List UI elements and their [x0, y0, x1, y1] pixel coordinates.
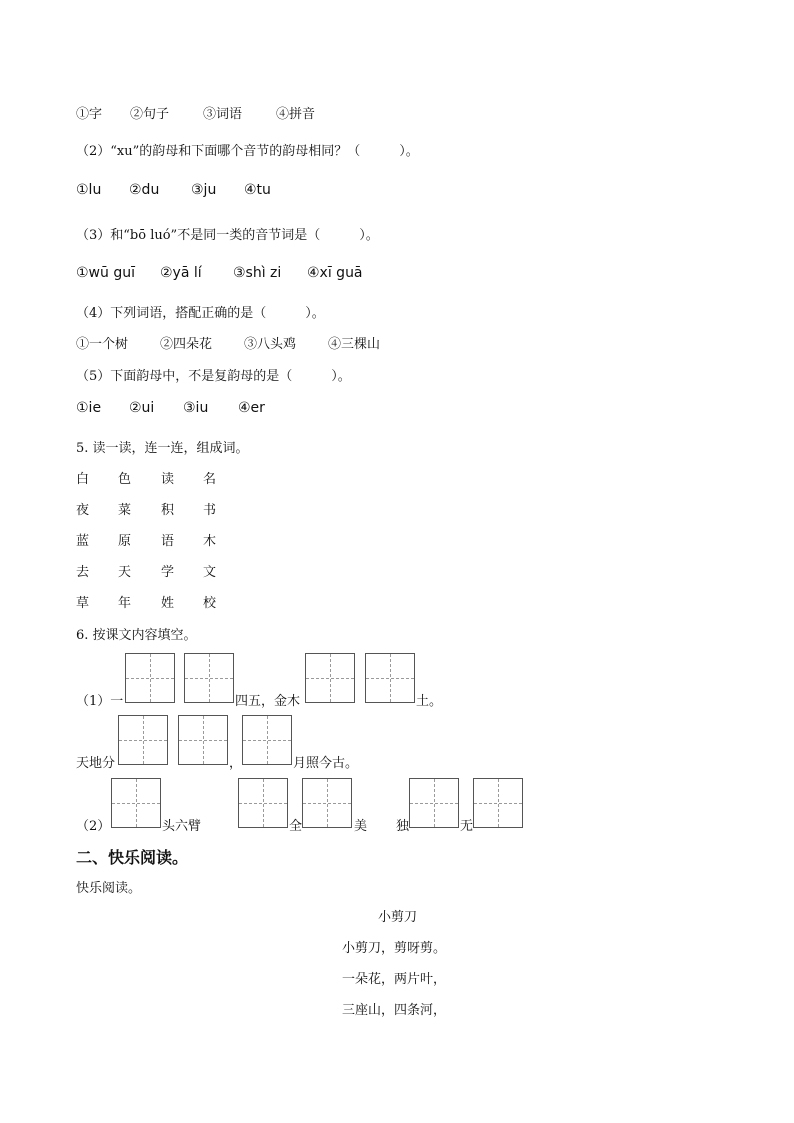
q2-option-1: ①lu	[76, 182, 102, 198]
grid-char: 书	[203, 503, 217, 518]
q5-question: （5）下面韵母中，不是复韵母的是（ ）。	[76, 369, 351, 384]
section6-title: 6. 按课文内容填空。	[76, 628, 197, 643]
q5-option-1: ①ie	[76, 400, 102, 416]
grid-char: 学	[161, 565, 175, 580]
fill-line-2-end: 月照今古。	[293, 756, 359, 771]
q5-option-3: ③iu	[183, 400, 209, 416]
grid-char: 草	[76, 596, 90, 611]
grid-char: 年	[118, 596, 132, 611]
grid-char: 白	[76, 472, 90, 487]
poem-line-1: 小剪刀，剪呀剪。	[342, 941, 447, 956]
writing-box[interactable]	[473, 778, 523, 828]
grid-char: 天	[118, 565, 132, 580]
grid-char: 读	[161, 472, 175, 487]
q1-option-1: ①字	[76, 107, 103, 122]
writing-box[interactable]	[125, 653, 175, 703]
grid-char: 名	[203, 472, 217, 487]
q4-option-1: ①一个树	[76, 337, 129, 352]
q5-option-4: ④er	[238, 400, 265, 416]
writing-box[interactable]	[242, 715, 292, 765]
grid-char: 原	[118, 534, 132, 549]
fill-line-2-comma: ，	[229, 756, 243, 771]
part2-subheading: 快乐阅读。	[76, 881, 142, 896]
poem-line-2: 一朵花，两片叶，	[342, 972, 447, 987]
writing-box[interactable]	[365, 653, 415, 703]
q2-option-4: ④tu	[244, 182, 271, 198]
fill-line-3-e: 无	[460, 819, 474, 834]
grid-char: 去	[76, 565, 90, 580]
grid-char: 蓝	[76, 534, 90, 549]
fill-line-1-prefix: （1）一	[76, 694, 124, 709]
grid-char: 语	[161, 534, 175, 549]
q5-option-2: ②ui	[129, 400, 155, 416]
part2-heading: 二、快乐阅读。	[76, 848, 189, 867]
grid-char: 木	[203, 534, 217, 549]
fill-line-3-c: 美	[354, 819, 368, 834]
q3-option-1: ①wū guī	[76, 265, 135, 281]
grid-char: 色	[118, 472, 132, 487]
fill-line-3-d: 独	[396, 819, 410, 834]
grid-char: 文	[203, 565, 217, 580]
fill-line-3-a: 头六臂	[162, 819, 202, 834]
q1-option-2: ②句子	[130, 107, 170, 122]
section5-title: 5. 读一读，连一连，组成词。	[76, 441, 249, 456]
q3-option-2: ②yā lí	[160, 265, 202, 281]
q4-question: （4）下列词语，搭配正确的是（ ）。	[76, 306, 325, 321]
q2-option-3: ③ju	[191, 182, 217, 198]
writing-box[interactable]	[409, 778, 459, 828]
q4-option-4: ④三棵山	[328, 337, 381, 352]
grid-char: 菜	[118, 503, 132, 518]
q3-question: （3）和“bō luó”不是同一类的音节词是（ ）。	[76, 228, 379, 243]
poem-line-3: 三座山，四条河，	[342, 1003, 447, 1018]
grid-char: 姓	[161, 596, 175, 611]
grid-char: 夜	[76, 503, 90, 518]
char-grid	[76, 468, 246, 618]
fill-line-1-end: 土。	[416, 694, 443, 709]
writing-box[interactable]	[178, 715, 228, 765]
writing-box[interactable]	[238, 778, 288, 828]
writing-box[interactable]	[302, 778, 352, 828]
q2-option-2: ②du	[129, 182, 160, 198]
fill-line-3-b: 全	[289, 819, 303, 834]
q3-option-4: ④xī guā	[307, 265, 363, 281]
q3-option-3: ③shì zi	[233, 265, 282, 281]
fill-line-1-mid: 四五，金木	[235, 694, 301, 709]
grid-char: 校	[203, 596, 217, 611]
q4-option-3: ③八头鸡	[244, 337, 297, 352]
poem-title: 小剪刀	[378, 910, 418, 925]
fill-line-2-prefix: 天地分	[76, 756, 116, 771]
fill-line-3-prefix: （2）	[76, 819, 111, 834]
q1-option-4: ④拼音	[276, 107, 316, 122]
q4-option-2: ②四朵花	[160, 337, 213, 352]
q1-option-3: ③词语	[203, 107, 243, 122]
writing-box[interactable]	[184, 653, 234, 703]
writing-box[interactable]	[111, 778, 161, 828]
writing-box[interactable]	[305, 653, 355, 703]
q2-question: （2）“xu”的韵母和下面哪个音节的韵母相同？（ ）。	[76, 144, 419, 159]
grid-char: 积	[161, 503, 175, 518]
writing-box[interactable]	[118, 715, 168, 765]
